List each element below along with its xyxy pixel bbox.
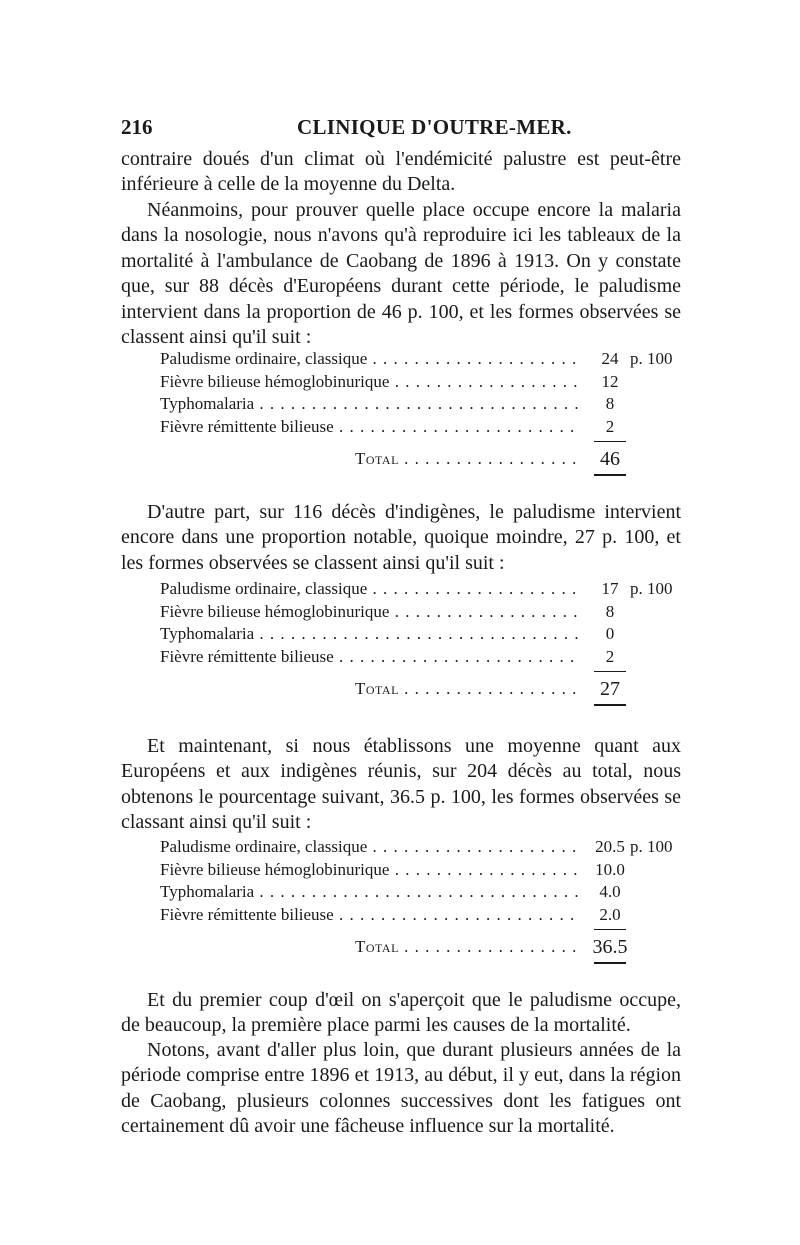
row-value: 24 (601, 349, 619, 368)
row-label: Fièvre bilieuse hémoglobinurique . . . (160, 371, 580, 394)
row-value: 20.5 (595, 837, 625, 856)
table-row (160, 393, 680, 416)
row-value: 10.0 (595, 859, 625, 879)
total-underline (594, 704, 626, 706)
table-natives (160, 578, 680, 704)
total-underline (594, 474, 626, 476)
row-label: Typhomalaria . . . (160, 623, 580, 646)
row-value: 0 (605, 624, 615, 643)
table-row (160, 416, 680, 439)
total-label: Total . . . (355, 674, 580, 704)
paragraph-observation: Et du premier coup d'œil on s'aperçoit que le paludisme occupe, de beaucoup, la première place parmi les causes de la mortalité. (121, 989, 681, 1037)
paragraph-campaigns: Notons, avant d'aller plus loin, que durant plusieurs années de la période comprise entre 1896 et 1913, au début, il y eut, dans la région de Caobang, plusieurs colonnes successives dont les fatigues ont certainement dû avoir une fâcheuse influence sur la mortalité. (121, 1039, 681, 1138)
table-row (160, 836, 680, 859)
row-label: Typhomalaria . . . (160, 393, 580, 416)
row-label: Paludisme ordinaire, classique . . . (160, 836, 580, 859)
row-unit: p. 100 (630, 579, 673, 598)
row-label: Fièvre bilieuse hémoglobinurique . . . (160, 859, 580, 882)
sum-rule (594, 929, 626, 930)
table-row (160, 904, 680, 927)
sum-rule (594, 441, 626, 442)
table-row (160, 859, 680, 882)
paragraph-intro: contraire doués d'un climat où l'endémicité palustre est peut-être inférieure à celle de la moyenne du Delta. (121, 148, 681, 196)
row-label: Typhomalaria . . . (160, 881, 580, 904)
row-label: Fièvre bilieuse hémoglobinurique . . . (160, 601, 580, 624)
total-value: 46 (600, 448, 620, 470)
total-value: 27 (600, 678, 620, 700)
row-value: 2 (605, 646, 615, 666)
total-value: 36.5 (592, 936, 628, 958)
row-label: Fièvre rémittente bilieuse . . . (160, 416, 580, 439)
row-unit: p. 100 (630, 349, 673, 368)
row-value: 2.0 (599, 904, 621, 924)
table-row (160, 623, 680, 646)
row-value: 2 (605, 416, 615, 436)
running-header (121, 115, 681, 145)
total-label: Total . . . (355, 932, 580, 962)
running-title: CLINIQUE D'OUTRE-MER. (297, 115, 572, 139)
sum-rule (594, 671, 626, 672)
table-row (160, 371, 680, 394)
table-total (160, 444, 680, 474)
total-label: Total . . . (355, 444, 580, 474)
table-combined (160, 836, 680, 962)
row-label: Paludisme ordinaire, classique . . . (160, 348, 580, 371)
row-value: 17 (601, 579, 619, 598)
paragraph-europeans: Néanmoins, pour prouver quelle place occupe encore la malaria dans la nosologie, nous n'avons qu'à reproduire ici les tableaux de la mortalité à l'ambulance de Caobang de 1896 à 1913. On y constate que, sur 88 décès d'Européens durant cette période, le paludisme intervient dans la proportion de 46 p. 100, et les formes observées se classent ainsi qu'il suit : (121, 199, 681, 349)
table-row (160, 601, 680, 624)
total-underline (594, 962, 626, 964)
table-row (160, 646, 680, 669)
row-value: 4.0 (599, 882, 621, 901)
table-total (160, 674, 680, 704)
paragraph-combined: Et maintenant, si nous établissons une moyenne quant aux Européens et aux indigènes réunis, sur 204 décès au total, nous obtenons le pourcentage suivant, 36.5 p. 100, les formes observées se classant ainsi qu'il suit : (121, 735, 681, 834)
paragraph-natives: D'autre part, sur 116 décès d'indigènes, le paludisme intervient encore dans une proportion notable, quoique moindre, 27 p. 100, et les formes observées se classent ainsi qu'il suit : (121, 501, 681, 574)
row-label: Fièvre rémittente bilieuse . . . (160, 646, 580, 669)
row-value: 8 (605, 601, 615, 621)
table-row (160, 881, 680, 904)
row-label: Fièvre rémittente bilieuse . . . (160, 904, 580, 927)
row-label: Paludisme ordinaire, classique . . . (160, 578, 580, 601)
table-row (160, 348, 680, 371)
row-value: 12 (601, 371, 619, 391)
table-total (160, 932, 680, 962)
page-number: 216 (121, 115, 153, 139)
row-value: 8 (605, 394, 615, 413)
table-row (160, 578, 680, 601)
row-unit: p. 100 (630, 837, 673, 856)
table-europeans (160, 348, 680, 474)
